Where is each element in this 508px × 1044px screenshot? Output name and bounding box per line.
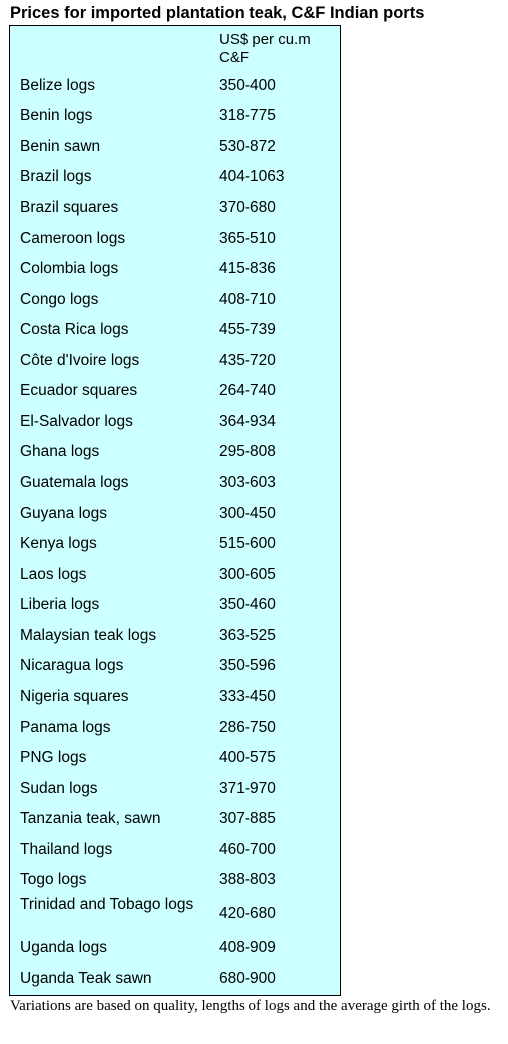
row-name: Uganda Teak sawn xyxy=(20,970,152,987)
row-name: Uganda logs xyxy=(20,939,108,956)
row-value: 370-680 xyxy=(219,199,276,216)
row-value: 408-710 xyxy=(219,291,276,308)
column-header xyxy=(219,31,329,67)
row-name: Laos logs xyxy=(20,566,87,583)
row-name: Togo logs xyxy=(20,871,87,888)
price-table xyxy=(9,25,341,996)
row-value: 435-720 xyxy=(219,352,276,369)
row-name: Cameroon logs xyxy=(20,230,126,247)
row-value: 264-740 xyxy=(219,382,276,399)
row-value: 300-450 xyxy=(219,505,276,522)
row-name: Nigeria squares xyxy=(20,688,129,705)
row-value: 455-739 xyxy=(219,321,276,338)
row-value: 350-400 xyxy=(219,77,276,94)
row-name: Brazil logs xyxy=(20,168,92,185)
row-name: Liberia logs xyxy=(20,596,100,613)
row-name: PNG logs xyxy=(20,749,87,766)
row-name: Brazil squares xyxy=(20,199,119,216)
page-title: Prices for imported plantation teak, C&F Indian ports xyxy=(10,4,425,22)
row-value: 415-836 xyxy=(219,260,276,277)
row-name: Ghana logs xyxy=(20,443,100,460)
column-header-line1: US$ per cu.m xyxy=(219,31,311,48)
row-value: 350-596 xyxy=(219,657,276,674)
row-name: Guyana logs xyxy=(20,505,108,522)
row-value: 680-900 xyxy=(219,970,276,987)
row-name: Panama logs xyxy=(20,719,111,736)
row-value: 515-600 xyxy=(219,535,276,552)
row-value: 460-700 xyxy=(219,841,276,858)
row-name: Ecuador squares xyxy=(20,382,138,399)
row-value: 364-934 xyxy=(219,413,276,430)
row-value: 333-450 xyxy=(219,688,276,705)
row-name: Costa Rica logs xyxy=(20,321,129,338)
row-name: Benin logs xyxy=(20,107,93,124)
row-name: Nicaragua logs xyxy=(20,657,124,674)
row-value: 388-803 xyxy=(219,871,276,888)
row-value: 303-603 xyxy=(219,474,276,491)
row-value: 365-510 xyxy=(219,230,276,247)
row-value: 400-575 xyxy=(219,749,276,766)
row-name: Thailand logs xyxy=(20,841,113,858)
footnote: Variations are based on quality, lengths of logs and the average girth of the logs. xyxy=(10,998,491,1014)
row-value: 420-680 xyxy=(219,905,276,922)
row-value: 350-460 xyxy=(219,596,276,613)
row-name: Trinidad and Tobago logs xyxy=(20,896,194,913)
row-value: 530-872 xyxy=(219,138,276,155)
row-name: Belize logs xyxy=(20,77,95,94)
row-value: 318-775 xyxy=(219,107,276,124)
row-value: 300-605 xyxy=(219,566,276,583)
row-value: 286-750 xyxy=(219,719,276,736)
row-value: 371-970 xyxy=(219,780,276,797)
row-name: Sudan logs xyxy=(20,780,98,797)
row-name: Côte d'Ivoire logs xyxy=(20,352,140,369)
row-name: Guatemala logs xyxy=(20,474,129,491)
row-value: 363-525 xyxy=(219,627,276,644)
row-name: Colombia logs xyxy=(20,260,119,277)
row-value: 408-909 xyxy=(219,939,276,956)
row-value: 404-1063 xyxy=(219,168,285,185)
row-name: El-Salvador logs xyxy=(20,413,133,430)
row-name: Malaysian teak logs xyxy=(20,627,157,644)
row-name: Tanzania teak, sawn xyxy=(20,810,161,827)
row-name: Kenya logs xyxy=(20,535,97,552)
row-value: 307-885 xyxy=(219,810,276,827)
row-value: 295-808 xyxy=(219,443,276,460)
column-header-line2: C&F xyxy=(219,49,249,66)
row-name: Benin sawn xyxy=(20,138,101,155)
row-name: Congo logs xyxy=(20,291,99,308)
